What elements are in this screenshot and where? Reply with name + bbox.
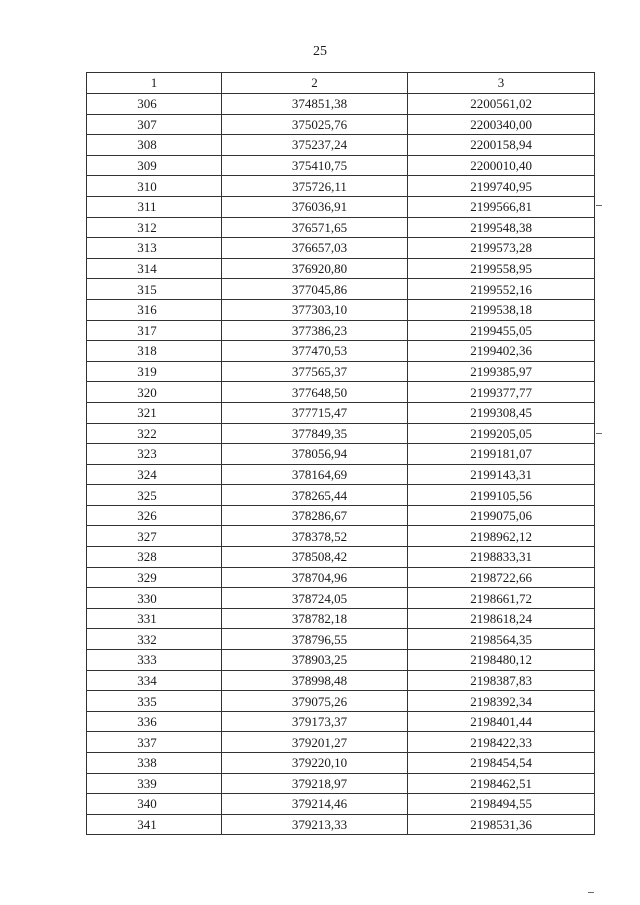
coordinate-y-cell: 2199308,45 bbox=[408, 402, 595, 423]
coordinate-y-cell: 2198494,55 bbox=[408, 794, 595, 815]
table-row bbox=[87, 135, 595, 156]
coordinate-x-cell: 378998,48 bbox=[222, 670, 408, 691]
coordinate-x-cell: 379218,97 bbox=[222, 773, 408, 794]
coordinate-y-cell: 2198454,54 bbox=[408, 753, 595, 774]
table-row bbox=[87, 94, 595, 115]
point-number-cell: 324 bbox=[87, 464, 222, 485]
coordinates-table bbox=[86, 72, 595, 835]
point-number-cell: 335 bbox=[87, 691, 222, 712]
point-number-cell: 328 bbox=[87, 547, 222, 568]
coordinate-y-cell: 2198480,12 bbox=[408, 650, 595, 671]
coordinate-y-cell: 2199143,31 bbox=[408, 464, 595, 485]
coordinate-y-cell: 2198531,36 bbox=[408, 814, 595, 835]
table-row bbox=[87, 526, 595, 547]
point-number-cell: 308 bbox=[87, 135, 222, 156]
coordinate-y-cell: 2199566,81 bbox=[408, 196, 595, 217]
coordinate-x-cell: 377303,10 bbox=[222, 299, 408, 320]
point-number-cell: 327 bbox=[87, 526, 222, 547]
coordinate-y-cell: 2198401,44 bbox=[408, 711, 595, 732]
coordinate-x-cell: 377648,50 bbox=[222, 382, 408, 403]
coordinate-y-cell: 2199548,38 bbox=[408, 217, 595, 238]
coordinate-x-cell: 378796,55 bbox=[222, 629, 408, 650]
coordinate-x-cell: 374851,38 bbox=[222, 94, 408, 115]
table-row bbox=[87, 299, 595, 320]
coordinate-x-cell: 379075,26 bbox=[222, 691, 408, 712]
point-number-cell: 312 bbox=[87, 217, 222, 238]
coordinate-y-cell: 2200158,94 bbox=[408, 135, 595, 156]
point-number-cell: 313 bbox=[87, 238, 222, 259]
coordinate-x-cell: 375025,76 bbox=[222, 114, 408, 135]
table-row bbox=[87, 361, 595, 382]
header-col-3: 3 bbox=[408, 73, 595, 94]
coordinate-y-cell: 2199402,36 bbox=[408, 341, 595, 362]
table-body bbox=[87, 94, 595, 835]
table-row bbox=[87, 691, 595, 712]
point-number-cell: 340 bbox=[87, 794, 222, 815]
coordinate-y-cell: 2199740,95 bbox=[408, 176, 595, 197]
coordinate-x-cell: 379201,27 bbox=[222, 732, 408, 753]
point-number-cell: 333 bbox=[87, 650, 222, 671]
coordinate-y-cell: 2198422,33 bbox=[408, 732, 595, 753]
coordinate-y-cell: 2198564,35 bbox=[408, 629, 595, 650]
coordinate-x-cell: 377715,47 bbox=[222, 402, 408, 423]
point-number-cell: 329 bbox=[87, 567, 222, 588]
table-row bbox=[87, 196, 595, 217]
coordinate-x-cell: 378265,44 bbox=[222, 485, 408, 506]
coordinate-y-cell: 2198387,83 bbox=[408, 670, 595, 691]
coordinate-x-cell: 379173,37 bbox=[222, 711, 408, 732]
point-number-cell: 318 bbox=[87, 341, 222, 362]
point-number-cell: 311 bbox=[87, 196, 222, 217]
coordinate-x-cell: 376571,65 bbox=[222, 217, 408, 238]
coordinate-y-cell: 2198661,72 bbox=[408, 588, 595, 609]
coordinate-y-cell: 2198962,12 bbox=[408, 526, 595, 547]
coordinate-x-cell: 378782,18 bbox=[222, 608, 408, 629]
header-col-2: 2 bbox=[222, 73, 408, 94]
point-number-cell: 339 bbox=[87, 773, 222, 794]
table-row bbox=[87, 279, 595, 300]
table-header bbox=[87, 73, 595, 94]
table-row bbox=[87, 588, 595, 609]
coordinate-x-cell: 379214,46 bbox=[222, 794, 408, 815]
coordinate-y-cell: 2199377,77 bbox=[408, 382, 595, 403]
table-row bbox=[87, 402, 595, 423]
coordinate-x-cell: 375410,75 bbox=[222, 155, 408, 176]
coordinate-x-cell: 377470,53 bbox=[222, 341, 408, 362]
table-row bbox=[87, 711, 595, 732]
coordinate-x-cell: 378903,25 bbox=[222, 650, 408, 671]
coordinate-y-cell: 2199075,06 bbox=[408, 505, 595, 526]
coordinate-y-cell: 2198722,66 bbox=[408, 567, 595, 588]
point-number-cell: 336 bbox=[87, 711, 222, 732]
coordinate-x-cell: 375726,11 bbox=[222, 176, 408, 197]
coordinate-x-cell: 376036,91 bbox=[222, 196, 408, 217]
point-number-cell: 317 bbox=[87, 320, 222, 341]
coordinate-x-cell: 377045,86 bbox=[222, 279, 408, 300]
coordinate-y-cell: 2199558,95 bbox=[408, 258, 595, 279]
point-number-cell: 307 bbox=[87, 114, 222, 135]
coordinate-y-cell: 2198462,51 bbox=[408, 773, 595, 794]
coordinate-x-cell: 378724,05 bbox=[222, 588, 408, 609]
point-number-cell: 341 bbox=[87, 814, 222, 835]
point-number-cell: 314 bbox=[87, 258, 222, 279]
table-row bbox=[87, 505, 595, 526]
table-row bbox=[87, 567, 595, 588]
table-row bbox=[87, 794, 595, 815]
table-row bbox=[87, 217, 595, 238]
header-row bbox=[87, 73, 595, 94]
table-row bbox=[87, 773, 595, 794]
coordinate-y-cell: 2200340,00 bbox=[408, 114, 595, 135]
coordinate-x-cell: 377565,37 bbox=[222, 361, 408, 382]
coordinate-x-cell: 378508,42 bbox=[222, 547, 408, 568]
table-row bbox=[87, 814, 595, 835]
scan-mark bbox=[596, 433, 602, 434]
coordinate-x-cell: 376657,03 bbox=[222, 238, 408, 259]
point-number-cell: 315 bbox=[87, 279, 222, 300]
coordinate-y-cell: 2198833,31 bbox=[408, 547, 595, 568]
point-number-cell: 319 bbox=[87, 361, 222, 382]
coordinate-y-cell: 2198392,34 bbox=[408, 691, 595, 712]
table-row bbox=[87, 341, 595, 362]
point-number-cell: 331 bbox=[87, 608, 222, 629]
point-number-cell: 326 bbox=[87, 505, 222, 526]
table-row bbox=[87, 444, 595, 465]
table-row bbox=[87, 485, 595, 506]
table-row bbox=[87, 608, 595, 629]
coordinate-x-cell: 377386,23 bbox=[222, 320, 408, 341]
table-row bbox=[87, 382, 595, 403]
coordinate-y-cell: 2199181,07 bbox=[408, 444, 595, 465]
coordinate-x-cell: 379220,10 bbox=[222, 753, 408, 774]
scan-mark bbox=[596, 205, 602, 206]
point-number-cell: 338 bbox=[87, 753, 222, 774]
table-row bbox=[87, 753, 595, 774]
coordinate-x-cell: 378704,96 bbox=[222, 567, 408, 588]
coordinate-x-cell: 378056,94 bbox=[222, 444, 408, 465]
point-number-cell: 309 bbox=[87, 155, 222, 176]
table-row bbox=[87, 464, 595, 485]
coordinate-x-cell: 378286,67 bbox=[222, 505, 408, 526]
coordinate-y-cell: 2199455,05 bbox=[408, 320, 595, 341]
table-row bbox=[87, 629, 595, 650]
table-row bbox=[87, 238, 595, 259]
table-row bbox=[87, 547, 595, 568]
scan-mark bbox=[588, 892, 594, 893]
coordinate-y-cell: 2199573,28 bbox=[408, 238, 595, 259]
table-row bbox=[87, 155, 595, 176]
coordinate-x-cell: 376920,80 bbox=[222, 258, 408, 279]
header-col-1: 1 bbox=[87, 73, 222, 94]
table-row bbox=[87, 258, 595, 279]
point-number-cell: 332 bbox=[87, 629, 222, 650]
coordinate-y-cell: 2199552,16 bbox=[408, 279, 595, 300]
point-number-cell: 321 bbox=[87, 402, 222, 423]
table-row bbox=[87, 650, 595, 671]
point-number-cell: 316 bbox=[87, 299, 222, 320]
coordinate-y-cell: 2198618,24 bbox=[408, 608, 595, 629]
table-row bbox=[87, 423, 595, 444]
coordinate-y-cell: 2200561,02 bbox=[408, 94, 595, 115]
coordinate-y-cell: 2199385,97 bbox=[408, 361, 595, 382]
point-number-cell: 323 bbox=[87, 444, 222, 465]
table-row bbox=[87, 732, 595, 753]
coordinate-x-cell: 378164,69 bbox=[222, 464, 408, 485]
point-number-cell: 334 bbox=[87, 670, 222, 691]
coordinate-x-cell: 375237,24 bbox=[222, 135, 408, 156]
coordinate-y-cell: 2200010,40 bbox=[408, 155, 595, 176]
coordinate-y-cell: 2199538,18 bbox=[408, 299, 595, 320]
point-number-cell: 320 bbox=[87, 382, 222, 403]
table-row bbox=[87, 670, 595, 691]
table-row bbox=[87, 320, 595, 341]
table-row bbox=[87, 176, 595, 197]
coordinate-x-cell: 379213,33 bbox=[222, 814, 408, 835]
page-number: 25 bbox=[313, 44, 327, 59]
point-number-cell: 322 bbox=[87, 423, 222, 444]
point-number-cell: 310 bbox=[87, 176, 222, 197]
coordinate-y-cell: 2199205,05 bbox=[408, 423, 595, 444]
coordinate-y-cell: 2199105,56 bbox=[408, 485, 595, 506]
point-number-cell: 325 bbox=[87, 485, 222, 506]
coordinate-x-cell: 378378,52 bbox=[222, 526, 408, 547]
point-number-cell: 330 bbox=[87, 588, 222, 609]
coordinate-x-cell: 377849,35 bbox=[222, 423, 408, 444]
point-number-cell: 306 bbox=[87, 94, 222, 115]
table-row bbox=[87, 114, 595, 135]
point-number-cell: 337 bbox=[87, 732, 222, 753]
